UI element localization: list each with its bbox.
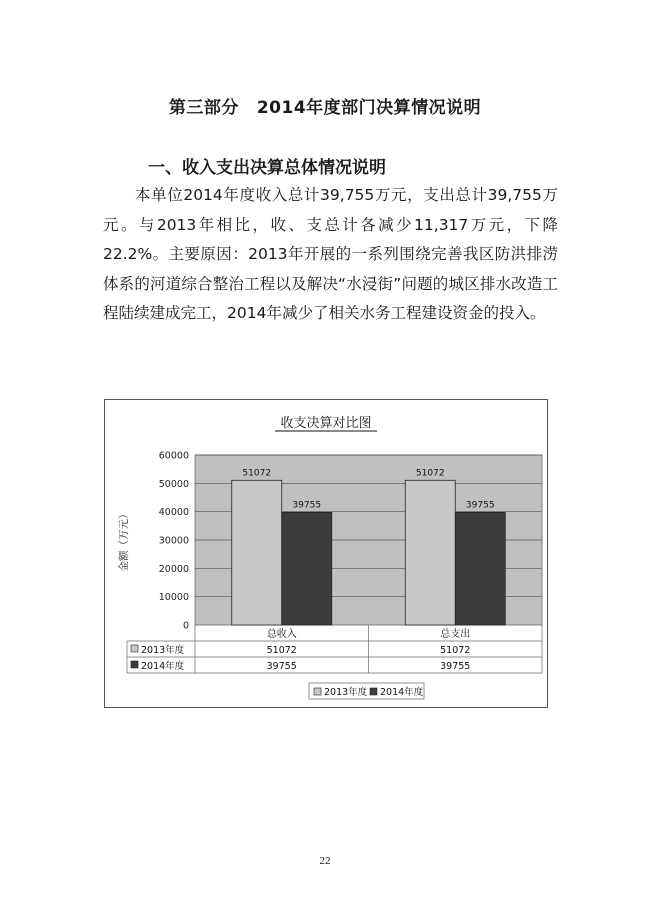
table-value: 39755: [440, 661, 471, 672]
y-tick-label: 40000: [158, 507, 189, 519]
y-tick-label: 50000: [158, 478, 189, 490]
bar-data-label: 51072: [415, 468, 445, 479]
table-series-name: 2013年度: [141, 645, 185, 656]
y-tick-label: 60000: [158, 450, 189, 462]
part-title-text: 2014年度部门决算情况说明: [256, 98, 482, 118]
part-label: 第三部分: [168, 98, 239, 118]
table-value: 39755: [266, 661, 297, 672]
bar-data-label: 51072: [242, 468, 272, 479]
x-category-label: 总支出: [440, 629, 471, 640]
bar-data-label: 39755: [292, 500, 322, 511]
table-value: 51072: [440, 645, 471, 656]
chart-title: 收支决算对比图: [280, 416, 372, 431]
bar-data-label: 39755: [465, 500, 495, 511]
bar-2013: [232, 480, 282, 625]
legend-swatch: [314, 688, 321, 695]
y-tick-label: 0: [182, 620, 189, 632]
legend-label: 2013年度: [324, 687, 368, 698]
table-legend-key: [131, 661, 138, 668]
legend-label: 2014年度: [380, 687, 424, 698]
income-expense-chart: [104, 399, 548, 708]
section-heading: 一、收入支出决算总体情况说明: [148, 158, 386, 178]
legend-swatch: [370, 688, 377, 695]
bar-2014: [455, 512, 505, 625]
y-axis-label: 金额（万元）: [118, 508, 130, 572]
y-tick-label: 10000: [158, 592, 189, 604]
table-value: 51072: [266, 645, 297, 656]
table-series-name: 2014年度: [141, 661, 185, 672]
y-tick-label: 30000: [158, 535, 189, 547]
part-title: [0, 93, 650, 118]
body-paragraph: 本单位2014年度收入总计39,755万元，支出总计39,755万元。与2013年相比，收、支总计各减少11,317万元，下降22.2%。主要原因：2013年开展的一系列围绕完善我区防洪排涝体系的河道综合整治工程以及解决“水浸街”问题的城区排水改造工程陆续建成完工，2014年减少了相关水务工程建设资金的投入。: [103, 186, 558, 322]
chart-svg: [105, 400, 547, 707]
bar-2014: [282, 512, 332, 625]
table-legend-key: [131, 645, 138, 652]
x-category-label: 总收入: [266, 629, 297, 640]
y-tick-label: 20000: [158, 563, 189, 575]
page-number: 22: [319, 855, 331, 867]
bar-2013: [405, 480, 455, 625]
